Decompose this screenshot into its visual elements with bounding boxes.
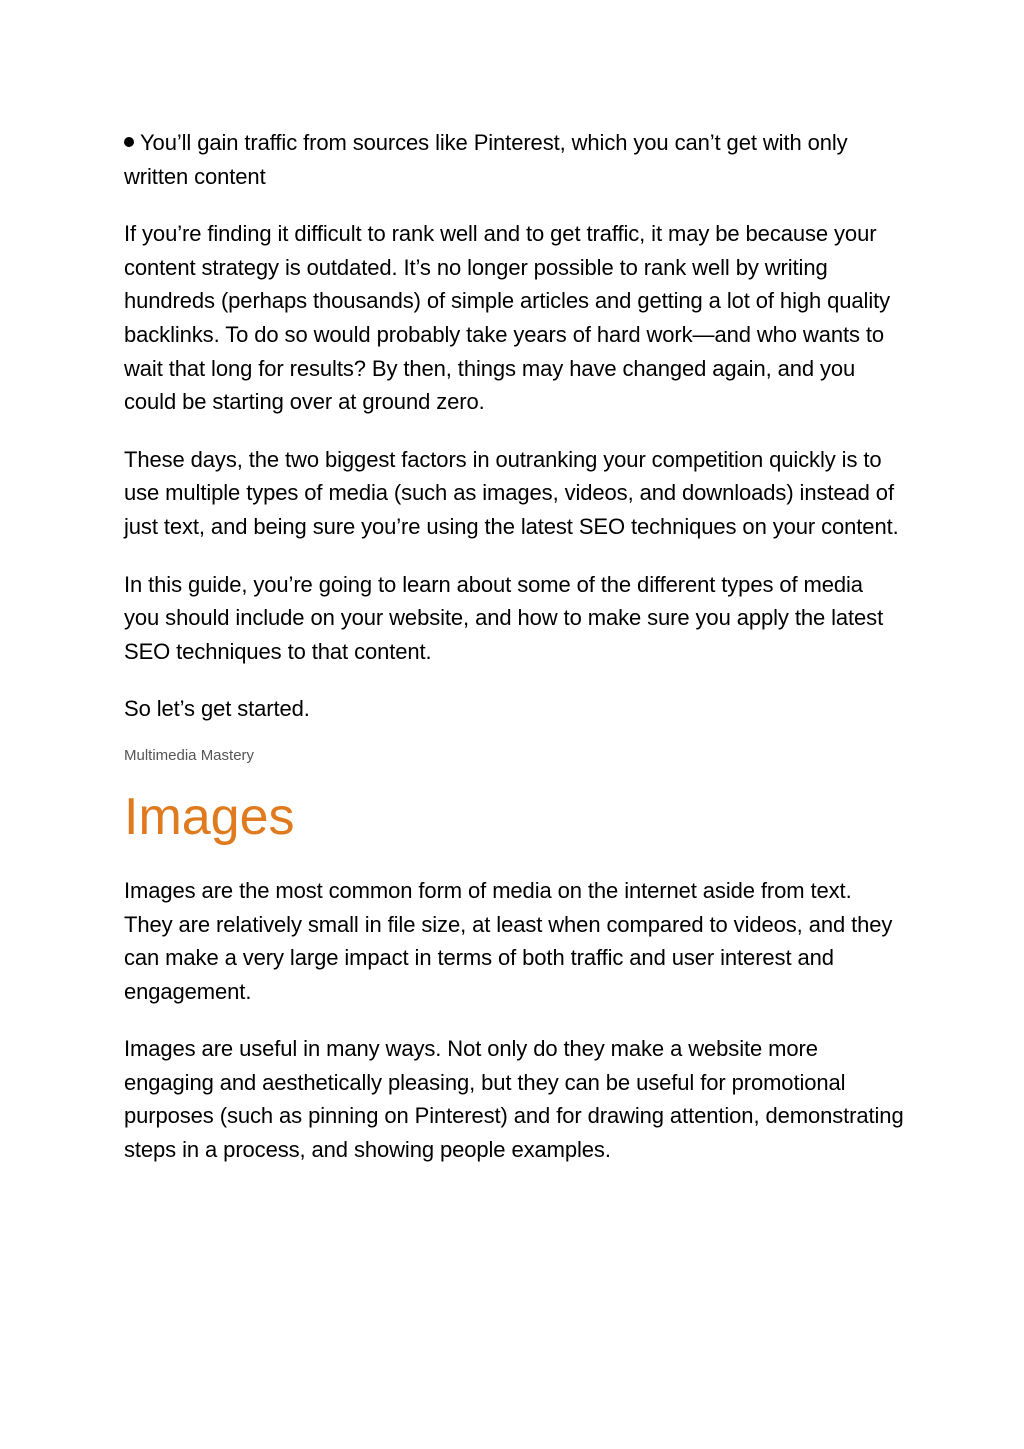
section-heading: Images — [124, 787, 295, 846]
section-paragraph-uses: Images are useful in many ways. Not only do they make a website more engaging and aesthetically pleasing, but they can be useful for promotional purposes (such as pinning on Pinterest) and for drawing attention, demonstrating steps in a process, and showing people examples. — [124, 1036, 904, 1163]
running-footer-label: Multimedia Mastery — [124, 746, 255, 764]
paragraph-guide: In this guide, you’re going to learn about some of the different types of media you should include on your website, and how to make sure you apply the latest SEO techniques to that content. — [124, 571, 884, 664]
paragraph-intro: If you’re finding it difficult to rank well and to get traffic, it may be because your content strategy is outdated. It’s no longer possible to rank well by writing hundreds (perhaps thousands) of simple articles and getting a lot of high quality backlinks. To do so would probably take years of hard work—and who wants to wait that long for results? By then, things may have changed again, and you could be starting over at ground zero. — [124, 221, 891, 415]
bullet-icon — [124, 137, 134, 147]
section-paragraph-common: Images are the most common form of media on the internet aside from text. They are relatively small in file size, at least when compared to videos, and they can make a very large impact in terms of both traffic and user interest and engagement. — [124, 877, 893, 1004]
bullet-item — [124, 126, 904, 193]
paragraph-factors: These days, the two biggest factors in outranking your competition quickly is to use multiple types of media (such as images, videos, and downloads) instead of just text, and being sure you’re using the latest SEO techniques on your content. — [124, 446, 899, 539]
paragraph-start: So let’s get started. — [124, 696, 310, 722]
document-page — [124, 126, 904, 1191]
bullet-text: You’ll gain traffic from sources like Pinterest, which you can’t get with only written content — [124, 130, 848, 189]
